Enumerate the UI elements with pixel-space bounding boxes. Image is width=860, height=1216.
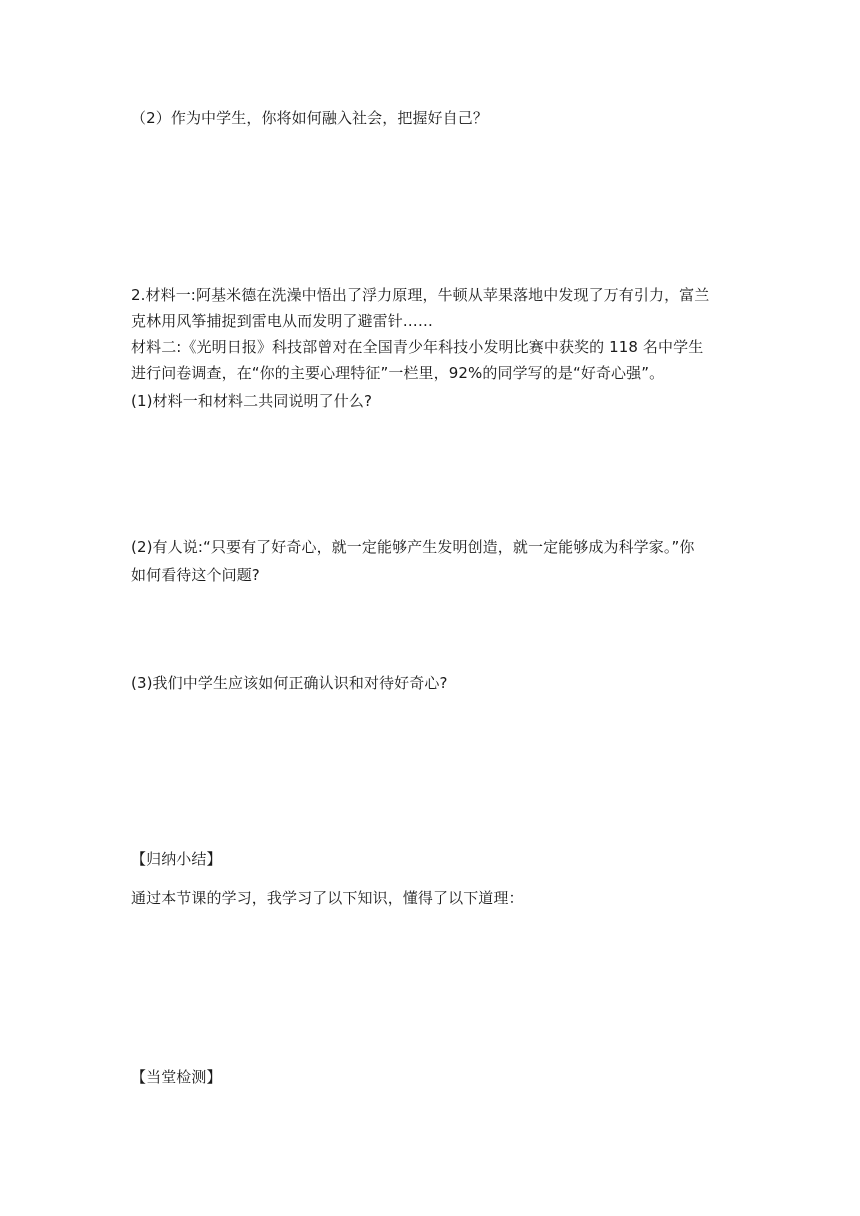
question-2-sub-1: (1)材料一和材料二共同说明了什么?: [131, 392, 373, 410]
check-heading: 【当堂检测】: [131, 1068, 222, 1086]
question-2-material-1-line-2: 克林用风筝捕捉到雷电从而发明了避雷针……: [131, 312, 434, 330]
question-2-sub-2-line-1: (2)有人说:“只要有了好奇心，就一定能够产生发明创造，就一定能够成为科学家。”你: [131, 538, 695, 556]
summary-heading: 【归纳小结】: [131, 850, 222, 868]
question-1-part-2: （2）作为中学生，你将如何融入社会，把握好自己？: [131, 109, 488, 127]
question-2-material-1-line-1: 2.材料一:阿基米德在洗澡中悟出了浮力原理，牛顿从苹果落地中发现了万有引力，富兰: [131, 286, 710, 304]
question-2-material-2-line-2: 进行问卷调查，在“你的主要心理特征”一栏里，92%的同学写的是“好奇心强”。: [131, 364, 665, 382]
question-2-material-2-line-1: 材料二:《光明日报》科技部曾对在全国青少年科技小发明比赛中获奖的 118 名中学生: [131, 338, 704, 356]
summary-text: 通过本节课的学习，我学习了以下知识，懂得了以下道理：: [131, 889, 524, 907]
question-2-sub-3: (3)我们中学生应该如何正确认识和对待好奇心?: [131, 674, 448, 692]
question-2-sub-2-line-2: 如何看待这个问题?: [131, 566, 260, 584]
